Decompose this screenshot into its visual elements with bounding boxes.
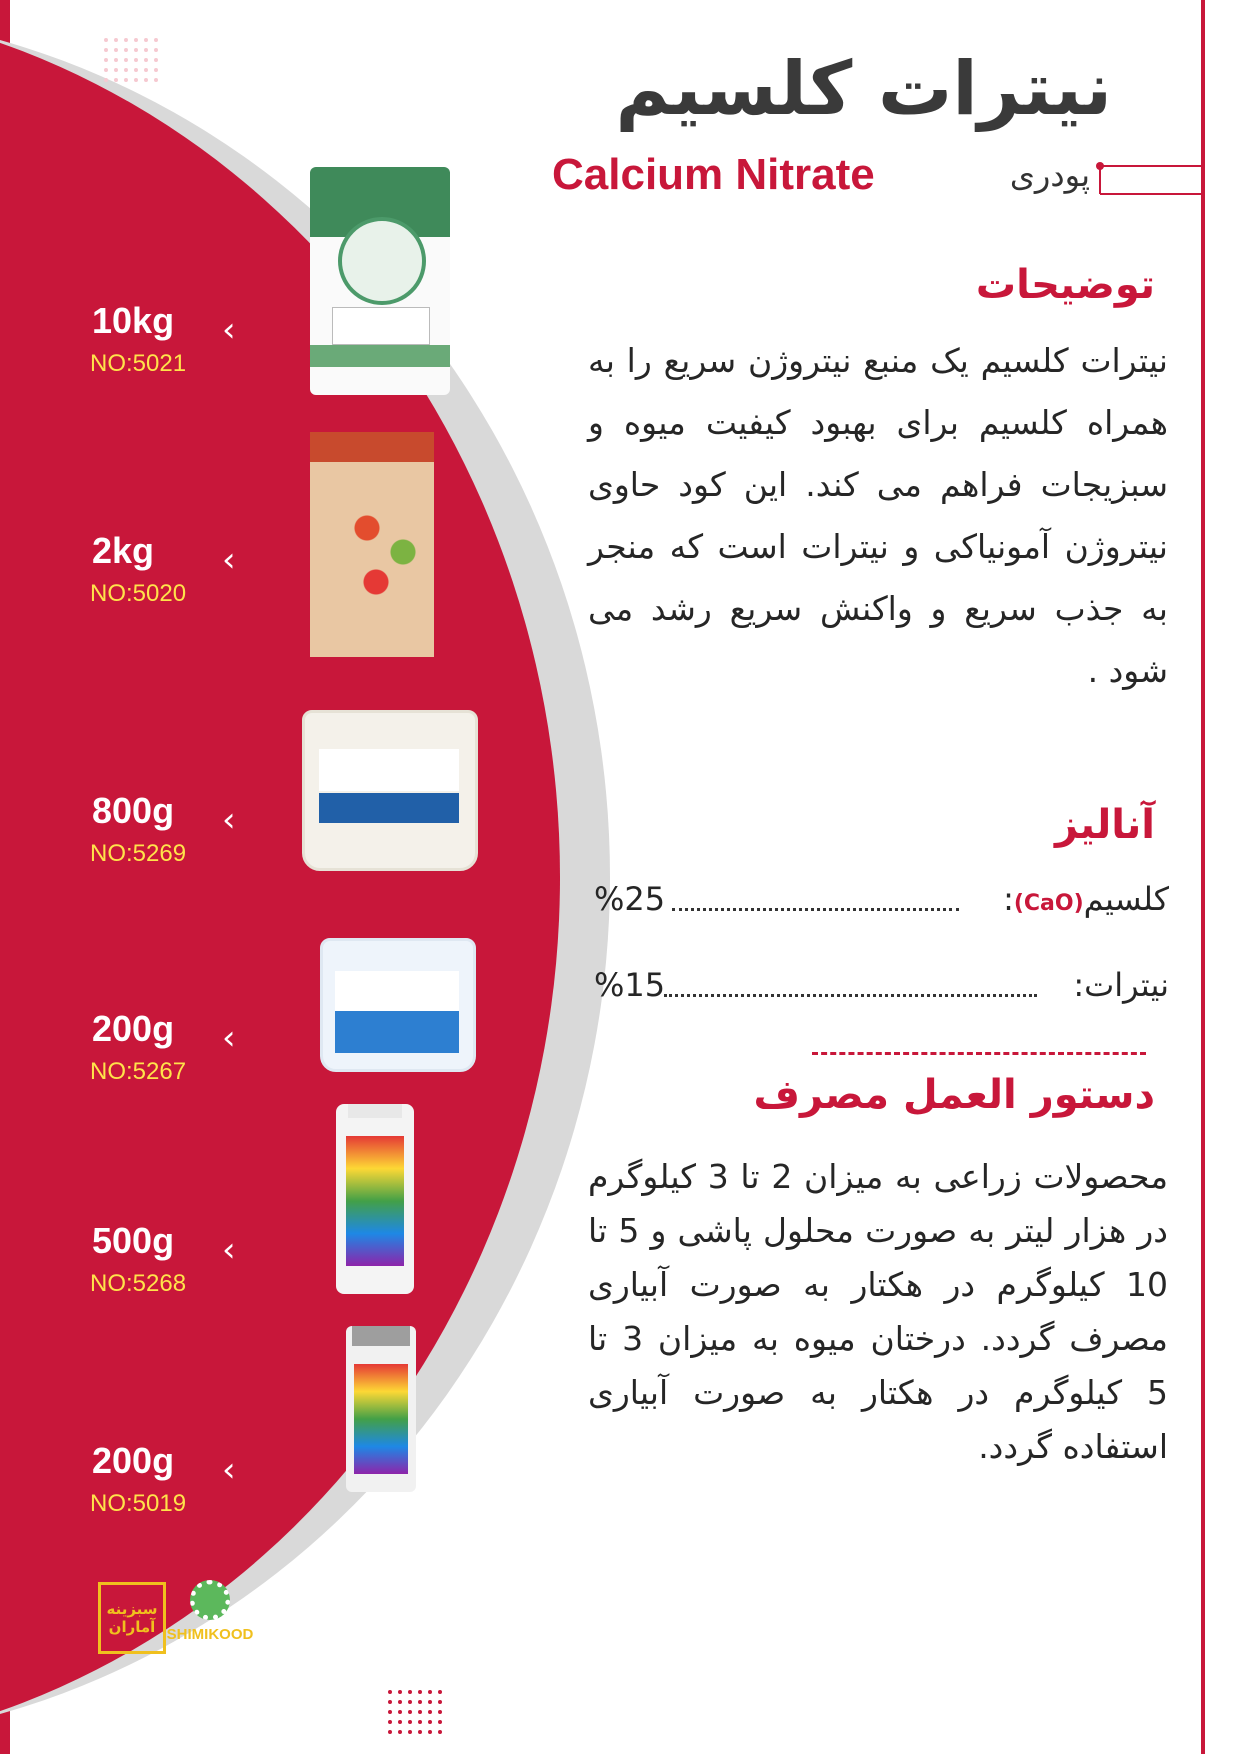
certification-logo: EIQM [156, 1676, 214, 1702]
description-heading: توضیحات [975, 262, 1155, 308]
analysis-formula: (CaO) [1013, 891, 1084, 916]
product-code: NO:5019 [90, 1490, 187, 1517]
product-weight: 200g [92, 1440, 175, 1481]
analysis-row-nitrate [594, 966, 1169, 1010]
chevron-left-icon: ‹ [222, 540, 236, 580]
fertilizer-jar-image [346, 1326, 416, 1492]
certification-standard: ISO 9001:2015 [161, 1705, 209, 1712]
certification-logo: EIQM [90, 1676, 148, 1702]
analysis-colon: : [1003, 880, 1014, 918]
product-code: NO:5021 [90, 350, 187, 377]
certification-standard: ISO 45001:2018 [291, 1705, 343, 1712]
certification-logo: EIQM [288, 1676, 346, 1702]
product-code: NO:5267 [90, 1058, 187, 1085]
analysis-colon: : [1073, 966, 1085, 1004]
product-weight: 800g [92, 790, 175, 831]
analysis-label: نیترات [1084, 966, 1169, 1004]
shimikood-logo [160, 1580, 260, 1652]
product-weight: 10kg [92, 300, 175, 341]
certification-logos [90, 1676, 346, 1714]
certification-logo: EIQM [222, 1676, 280, 1702]
brand-logo: سبزینه آماران [98, 1582, 166, 1654]
form-label: پودری [1009, 156, 1090, 194]
usage-heading: دستور العمل مصرف [753, 1072, 1155, 1118]
fertilizer-tub-image [302, 710, 478, 871]
certification-badge [156, 1676, 214, 1714]
chevron-left-icon: ‹ [222, 1230, 236, 1270]
certification-badge [90, 1676, 148, 1714]
chevron-left-icon: ‹ [222, 1450, 236, 1490]
chevron-left-icon: ‹ [222, 1018, 236, 1058]
shimikood-logo-text: SHIMIKOOD [166, 1626, 254, 1643]
product-weight: 500g [92, 1220, 175, 1261]
certification-badge [222, 1676, 280, 1714]
chevron-left-icon: ‹ [222, 800, 236, 840]
dotted-leader [664, 994, 1037, 997]
product-code: NO:5268 [90, 1270, 187, 1297]
english-title: Calcium Nitrate [552, 150, 875, 199]
dotted-leader [672, 908, 959, 911]
dot-pattern-top [104, 38, 158, 82]
page-title: نیترات کلسیم [615, 46, 1112, 132]
product-weight: 2kg [92, 530, 155, 571]
red-curved-panel [0, 0, 560, 1754]
certification-badge [288, 1676, 346, 1714]
section-divider [812, 1052, 1146, 1055]
pointer-line-icon [1094, 160, 1204, 200]
dot-pattern-bottom [388, 1690, 442, 1734]
fertilizer-box-image [310, 432, 434, 657]
fertilizer-tub-image [320, 938, 476, 1072]
chevron-left-icon: ‹ [222, 310, 236, 350]
product-weight: 200g [92, 1008, 175, 1049]
fertilizer-bottle-image [336, 1104, 414, 1294]
analysis-value: %15 [594, 966, 666, 1004]
product-code: NO:5020 [90, 580, 187, 607]
certification-standard: IMS [244, 1705, 258, 1712]
analysis-label: کلسیم [1083, 880, 1169, 918]
right-accent-bar [1201, 0, 1205, 1754]
product-code: NO:5269 [90, 840, 187, 867]
fertilizer-bag-image [310, 167, 450, 395]
certification-standard: ISO 14001:2015 [93, 1705, 145, 1712]
usage-text: محصولات زراعی به میزان 2 تا 3 کیلوگرم در هزار لیتر به صورت محلول پاشی و 5 تا 10 کیلوگرم در هکتار به صورت آبیاری مصرف گردد. درختان میوه به میزان 3 تا 5 کیلوگرم در هکتار به صورت آبیاری استفاده گردد. [588, 1157, 1168, 1466]
analysis-value: %25 [594, 880, 666, 918]
description-text: نیترات کلسیم یک منبع نیتروژن سریع را به همراه کلسیم برای بهبود کیفیت میوه و سبزیجات فراهم می کند. این کود حاوی نیتروژن آمونیاکی و نیترات است که منجر به جذب سریع و واکنش سریع رشد می شود . [588, 341, 1168, 690]
gear-icon [190, 1580, 230, 1620]
analysis-row-calcium [594, 880, 1169, 924]
analysis-heading: آنالیز [1055, 802, 1155, 848]
